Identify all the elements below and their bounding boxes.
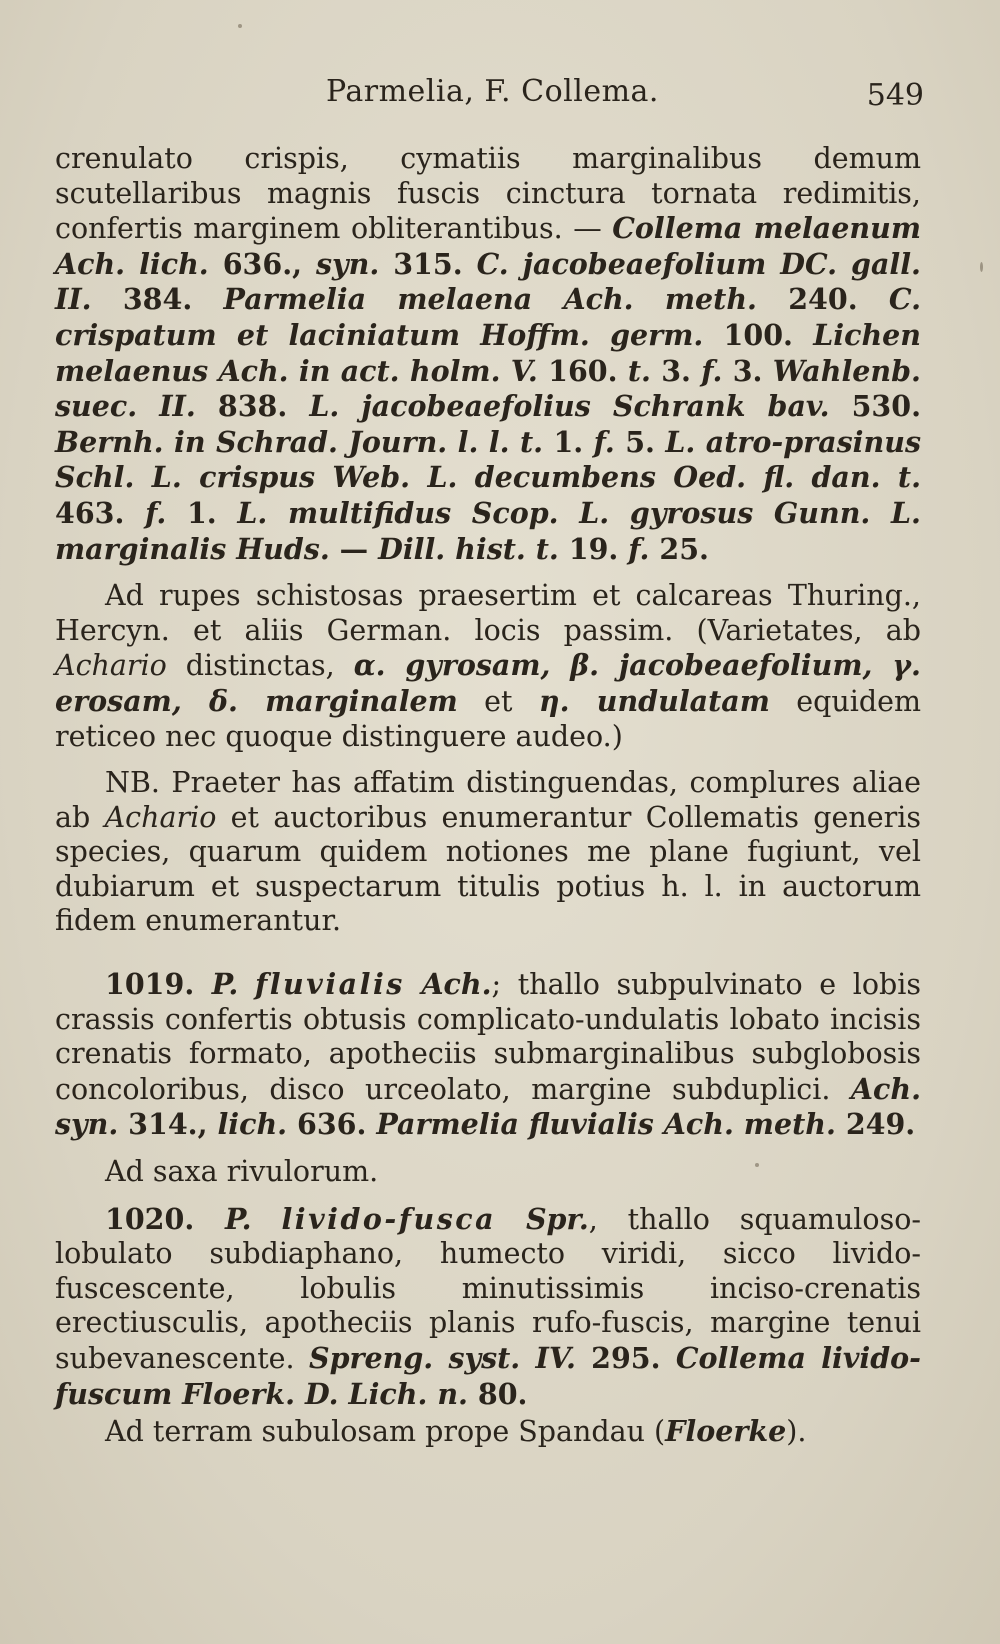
paragraph-note	[55, 766, 921, 939]
citation: L. multifidus Scop. L. gyrosus Gunn. L. marginalis Huds.	[55, 495, 921, 566]
varieties: η. undulatam	[538, 683, 770, 718]
author-name: Floerke	[665, 1414, 787, 1449]
page-header	[0, 70, 1000, 120]
author-name: Achario	[55, 649, 167, 683]
citation-number: 80.	[467, 1376, 528, 1411]
species-name: fluvialis	[254, 967, 405, 1002]
citation: L. jacobeaefolius Schrank bav.	[309, 389, 830, 424]
text-run: crenulato crispis, cymatiis marginalibus demum scutellaribus magnis fuscis cinctura tornata redimitis, confertis marginem obliterantibus. —	[55, 142, 921, 246]
citation: Lichen melaenus Ach. in act. holm. V.	[55, 317, 922, 388]
running-title: Parmelia, F. Collema.	[326, 74, 659, 109]
citation: C. crispatum et laciniatum Hoffm. germ.	[55, 282, 922, 352]
description: ; thallo subpulvinato e lobis crassis confertis obtusis complicato-undulatis lobato incisis crenatis formato, apotheciis submarginalibus subglobosis concoloribus, disco urceolato, margine subduplici.	[55, 968, 921, 1106]
citation: Wahlenb. suec. II.	[55, 353, 921, 424]
citation-number: 1.	[543, 424, 594, 459]
paper-spot	[238, 24, 242, 28]
citation-number: 636.,	[208, 246, 316, 281]
citation: C. jacobeaefolium DC. gall. II.	[55, 246, 921, 317]
citation-number: 240.	[756, 282, 889, 317]
paragraph-habitat	[55, 579, 921, 754]
citation: f.	[628, 531, 650, 566]
text-run: et	[457, 684, 539, 718]
citation-number: 384.	[91, 282, 224, 317]
citation-number: 295.	[575, 1341, 676, 1375]
genus-abbrev: P.	[211, 967, 239, 1002]
citation: Bernh. in Schrad. Journ. l. l. t.	[55, 424, 544, 459]
citation: Ach. syn.	[55, 1071, 921, 1142]
text-run: ).	[786, 1415, 807, 1449]
citation: syn.	[316, 246, 380, 281]
citation-number: 463.	[55, 495, 146, 530]
citation-number: 19.	[558, 531, 629, 566]
citation-number: 838.	[195, 389, 310, 424]
citation-number: 636.	[287, 1107, 377, 1142]
varieties: α. gyrosam, β. jacobeaefolium, γ. erosam, δ. marginalem	[55, 648, 921, 718]
text-body	[55, 142, 921, 1450]
text-run: Ad rupes schistosas praesertim et calcareas Thuring., Hercyn. et aliis German. locis passim. (Varietates, ab	[55, 579, 921, 647]
citation: t.	[627, 353, 651, 388]
species-number: 1020.	[105, 1201, 225, 1236]
citation-number: 25.	[649, 531, 709, 566]
text-run: equidem reticeo nec quoque distinguere audeo.)	[55, 684, 921, 753]
citation-number: 314.,	[118, 1107, 218, 1142]
paragraph-species-1019	[55, 967, 921, 1143]
citation-number: 5.	[614, 424, 666, 459]
description: , thallo squamuloso-lobulato subdiaphano, humecto viridi, sicco livido-fuscescente, lobulis minutissimis inciso-crenatis erectiusculis, apotheciis planis rufo-fuscis, margine tenui subevanescente.	[55, 1202, 921, 1375]
text-run: Ad saxa rivulorum.	[105, 1155, 379, 1189]
citation-number: 530.	[829, 389, 921, 424]
paragraph-habitat-1020	[55, 1414, 921, 1450]
citation-number: 315.	[379, 246, 477, 281]
paragraph-habitat-1019	[55, 1155, 921, 1190]
citation: lich.	[217, 1107, 288, 1142]
genus-abbrev: P.	[224, 1201, 252, 1236]
citation-number: 3.	[722, 353, 773, 388]
citation: Collema livido-fuscum Floerk. D. Lich. n.	[55, 1341, 921, 1411]
text-run: et auctoribus enumerantur Collematis generis species, quarum quidem notiones me plane fugiunt, vel dubiarum et suspectarum titulis potius h. l. in auctorum fidem enumerantur.	[55, 800, 921, 938]
species-author: Ach.	[421, 967, 492, 1002]
citation: Parmelia melaena Ach. meth.	[223, 282, 757, 317]
page-number: 549	[866, 78, 924, 113]
paragraph-species-1020	[55, 1202, 921, 1413]
species-number: 1019.	[105, 967, 212, 1002]
paper-spot	[980, 262, 983, 272]
citation: Collema melaenum Ach. lich.	[55, 211, 921, 281]
citation-number: 100.	[703, 317, 814, 352]
species-author: Spr.	[525, 1201, 589, 1236]
citation: f.	[145, 495, 167, 530]
citation: Spreng. syst. IV.	[309, 1341, 576, 1375]
citation: L. atro-prasinus Schl. L. crispus Web. L. decumbens Oed. fl. dan. t.	[55, 424, 921, 495]
citation: f.	[701, 353, 723, 388]
text-run: —	[329, 531, 379, 566]
text-run: Ad terram subulosam prope Spandau (	[105, 1415, 666, 1449]
citation-number: 1.	[166, 495, 238, 530]
citation-number: 249.	[835, 1107, 916, 1142]
author-name: Achario	[104, 800, 217, 834]
text-run: distinctas,	[166, 649, 354, 683]
citation: Dill. hist. t.	[378, 531, 559, 566]
species-name: livido-fusca	[281, 1201, 497, 1236]
citation: Parmelia fluvialis Ach. meth.	[376, 1107, 836, 1142]
citation-number: 160.	[537, 353, 628, 388]
text-run: NB. Praeter has affatim distinguendas, complures aliae ab	[55, 766, 921, 834]
citation: f.	[593, 424, 615, 459]
citation-number: 3.	[650, 353, 702, 388]
paragraph-synonymy	[55, 142, 921, 567]
